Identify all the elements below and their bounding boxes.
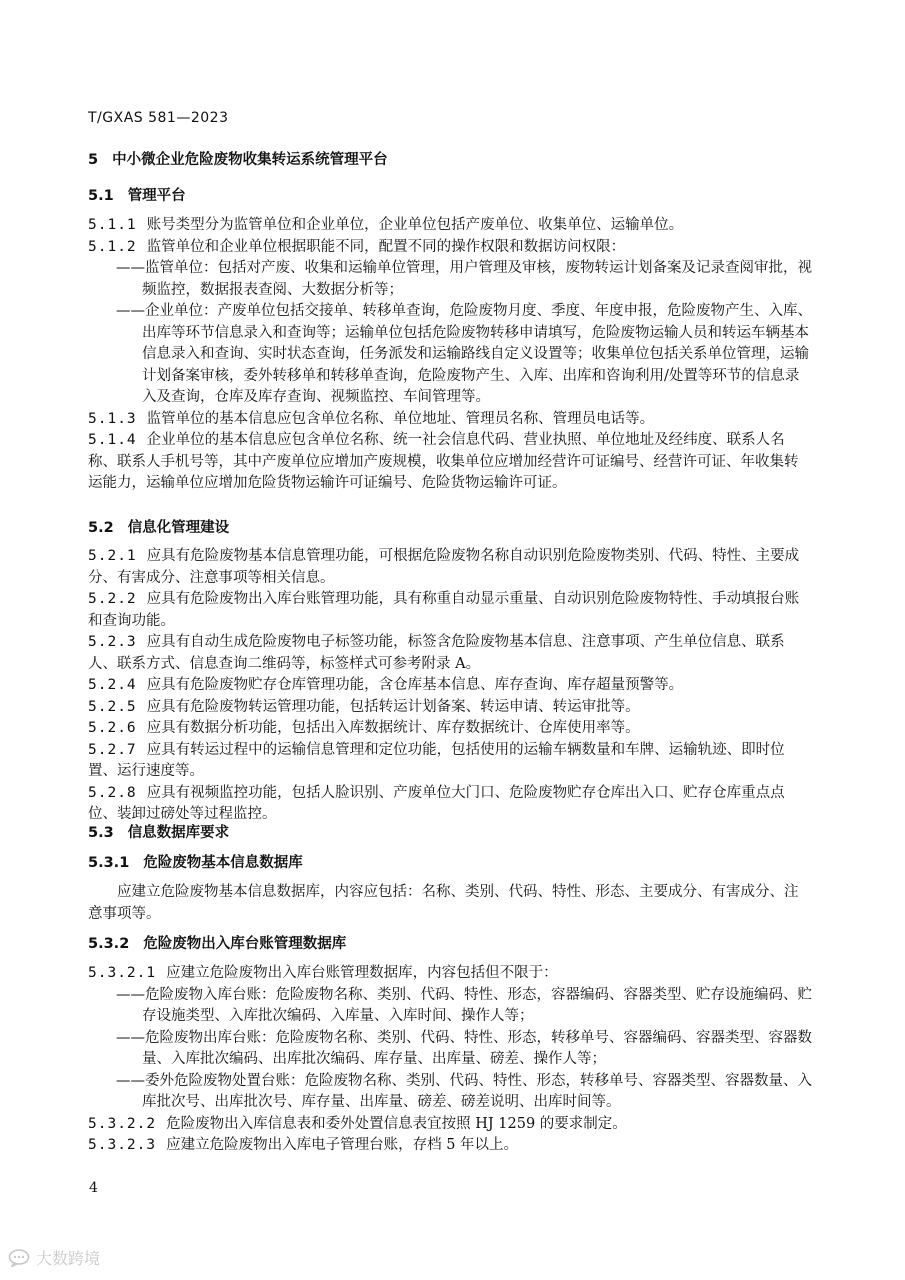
section-number: 5.2 [88,520,114,536]
clause-5-2-8 [88,783,812,826]
section-title: 管理平台 [127,188,186,204]
list-item-outsourced-ledger: ——委外危险废物处置台账：危险废物名称、类别、代码、特性、形态，转移单号、容器类型、容器数量、入库批次号、出库批次号、库存量、出库量、磅差、磅差说明、出库时间等。 [116,1072,812,1110]
clause-5-2-3 [88,632,812,675]
section-number: 5.1 [88,188,114,204]
clause-5-2-5 [88,697,812,719]
section-title: 信息化管理建设 [127,520,230,536]
clause-text: 危险废物出入库信息表和委外处置信息表宜按照 HJ 1259 的要求制定。 [166,1115,627,1132]
clause-number: 5.3.2.2 [88,1115,157,1132]
clause-5-3-2-2 [88,1114,812,1136]
clause-text: 应具有视频监控功能，包括人脸识别、产废单位大门口、危险废物贮存仓库出入口、贮存仓库重点点位、装卸过磅处等过程监控。 [88,784,785,822]
clause-5-3-2-1 [88,963,812,985]
watermark [8,1246,100,1269]
page-number: 4 [89,1180,98,1196]
section-number: 5.3.2 [88,936,130,952]
section-5-3-heading [88,823,812,843]
clause-5-2-6 [88,718,812,740]
paragraph-5-3-1: 应建立危险废物基本信息数据库，内容应包括：名称、类别、代码、特性、形态、主要成分、有害成分、注意事项等。 [88,884,799,922]
clause-5-1-4 [88,430,812,495]
clause-5-3-2-3 [88,1135,812,1157]
clause-text: 应具有数据分析功能，包括出入库数据统计、库存数据统计、仓库使用率等。 [146,720,640,736]
list-item-inbound-ledger: ——危险废物入库台账：危险废物名称、类别、代码、特性、形态，容器编码、容器类型、贮存设施编码、贮存设施类型、入库批次编码、入库量、入库时间、操作人等； [116,986,812,1024]
clause-text: 账号类型分为监管单位和企业单位，企业单位包括产废单位、收集单位、运输单位。 [146,217,684,233]
clause-5-2-4 [88,675,812,697]
clause-5-2-2 [88,589,812,632]
section-5-3-2-body [88,963,812,1157]
clause-5-1-2 [88,237,812,259]
section-number: 5.3.1 [88,855,130,871]
clause-number: 5.2.7 [88,741,137,758]
clause-number: 5.2.3 [88,634,137,650]
clause-text: 监管单位和企业单位根据职能不同，配置不同的操作权限和数据访问权限： [146,238,626,255]
section-number: 5 [88,152,99,168]
clause-text: 应具有危险废物贮存仓库管理功能，含仓库基本信息、库存查询、库存超量预警等。 [146,677,684,693]
section-5-heading [88,150,812,170]
list-item-outbound-ledger: ——危险废物出库台账：危险废物名称、类别、代码、特性、形态，转移单号、容器编码、容器类型、容器数量、入库批次编码、出库批次编码、库存量、出库量、磅差、操作人等； [116,1029,812,1067]
watermark-text: 大数跨境 [36,1249,101,1268]
section-5-3-1-body [88,882,812,925]
clause-text: 应具有自动生成危险废物电子标签功能，标签含危险废物基本信息、注意事项、产生单位信息、联系人、联系方式、信息查询二维码等，标签样式可参考附录 A。 [88,634,785,672]
clause-number: 5.1.4 [88,432,137,448]
section-number: 5.3 [88,825,114,841]
clause-text: 应具有转运过程中的运输信息管理和定位功能，包括使用的运输车辆数量和车牌、运输轨迹、即时位置、运行速度等。 [88,741,785,779]
list-item-enterprise: ——企业单位：产废单位包括交接单、转移单查询，危险废物月度、季度、年度申报，危险废物产生、入库、出库等环节信息录入和查询等；运输单位包括危险废物转移申请填写，危险废物运输人员和转运车辆基本信息录入和查询、实时状态查询，任务派发和运输路线自定义设置等；收集单位包括关系单位管理，运输计划备案审核，委外转移单和转移单查询，危险废物产生、入库、出库和咨询利用/处置等环节的信息录入及查询，仓库及库存查询、视频监控、车间管理等。 [116,303,812,405]
clause-number: 5.2.5 [88,698,137,715]
section-5-3-1-heading [88,853,812,873]
section-title: 信息数据库要求 [127,825,230,841]
section-title: 危险废物出入库台账管理数据库 [143,936,347,952]
clause-number: 5.1.3 [88,410,137,427]
chat-bubble-icon [8,1249,30,1267]
clause-number: 5.2.2 [88,591,137,607]
clause-text: 应建立危险废物出入库台账管理数据库，内容包括但不限于： [166,965,558,981]
clause-5-2-1 [88,546,812,589]
clause-text: 企业单位的基本信息应包含单位名称、统一社会信息代码、营业执照、单位地址及经纬度、联系人名称、联系人手机号等，其中产废单位应增加产废规模，收集单位应增加经营许可证编号、经营许可证、年收集转运能力，运输单位应增加危险货物运输许可证编号、危险货物运输许可证。 [88,432,799,491]
clause-number: 5.3.2.3 [88,1137,157,1153]
clause-text: 应具有危险废物转运管理功能，包括转运计划备案、转运申请、转运审批等。 [146,698,640,715]
clause-5-1-1 [88,215,812,237]
list-item-supervisor: ——监管单位：包括对产废、收集和运输单位管理，用户管理及审核，废物转运计划备案及记录查阅审批，视频监控，数据报表查阅、大数据分析等； [116,260,812,298]
clause-number: 5.1.1 [88,217,137,233]
section-5-3-2-heading [88,934,812,954]
clause-text: 应建立危险废物出入库电子管理台账，存档 5 年以上。 [166,1137,519,1153]
section-5-1-heading [88,186,812,206]
clause-number: 5.2.1 [88,548,137,564]
section-5-1-body [88,215,812,495]
clause-number: 5.3.2.1 [88,965,157,981]
clause-number: 5.1.2 [88,238,137,255]
clause-text: 应具有危险废物基本信息管理功能，可根据危险废物名称自动识别危险废物类别、代码、特性、主要成分、有害成分、注意事项等相关信息。 [88,548,800,586]
clause-text: 监管单位的基本信息应包含单位名称、单位地址、管理员名称、管理员电话等。 [146,410,655,427]
clause-text: 应具有危险废物出入库台账管理功能，具有称重自动显示重量、自动识别危险废物特性、手动填报台账和查询功能。 [88,591,800,629]
document-id: T/GXAS 581—2023 [88,110,229,126]
clause-5-2-7 [88,740,812,783]
clause-number: 5.2.8 [88,784,137,801]
section-title: 危险废物基本信息数据库 [143,855,303,871]
section-5-2-body [88,546,812,826]
section-5-2-heading [88,518,812,538]
clause-5-1-3 [88,409,812,431]
clause-number: 5.2.4 [88,677,137,693]
clause-number: 5.2.6 [88,720,137,736]
section-title: 中小微企业危险废物收集转运系统管理平台 [112,152,388,168]
